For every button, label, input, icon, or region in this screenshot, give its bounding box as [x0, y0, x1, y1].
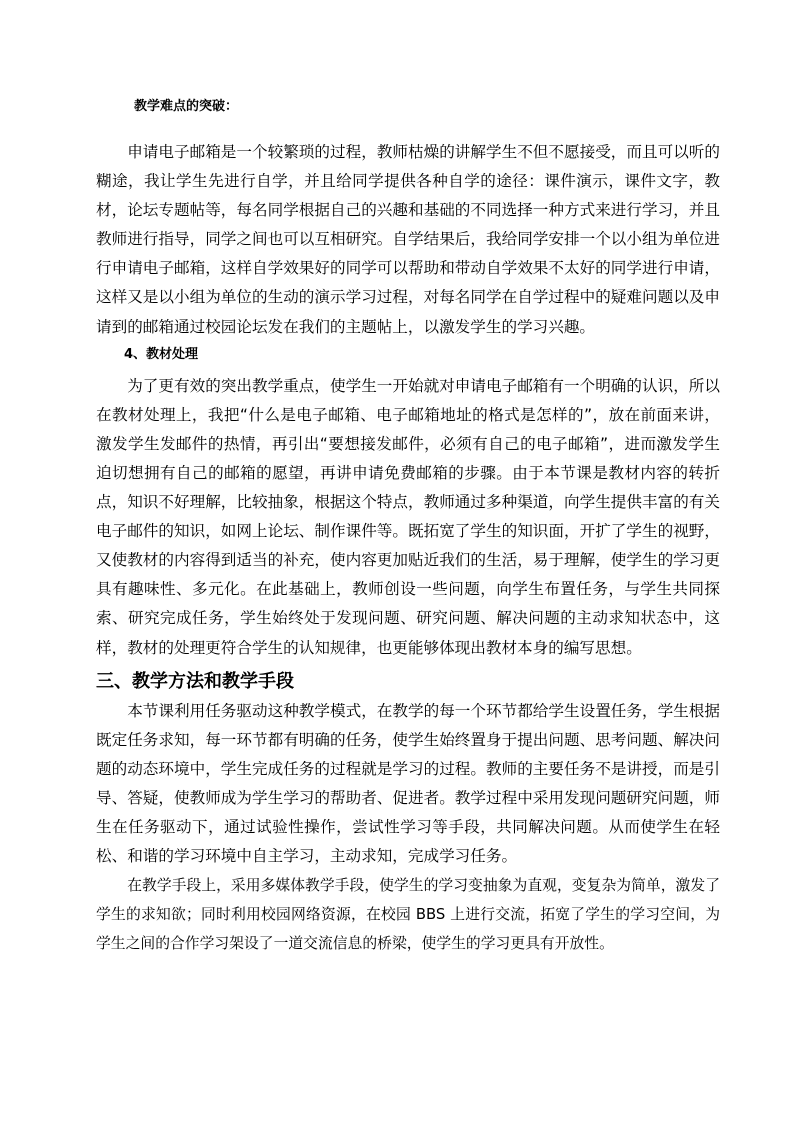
- methods-heading: 三、教学方法和教学手段: [96, 670, 294, 692]
- difficulty-paragraph: 申请电子邮箱是一个较繁琐的过程，教师枯燥的讲解学生不但不愿接受，而且可以听的糊途，我让学生先进行自学，并且给同学提供各种自学的途径：课件演示，课件文字，教材，论坛专题帖等，每名同学根据自己的兴趣和基础的不同选择一种方式来进行学习，并且教师进行指导，同学之间也可以互相研究。自学结果后，我给同学安排一个以小组为单位进行申请电子邮箱，这样自学效果好的同学可以帮助和带动自学效果不太好的同学进行申请，这样又是以小组为单位的生动的演示学习过程，对每名同学在自学过程中的疑难问题以及申请到的邮箱通过校园论坛发在我们的主题帖上，以激发学生的学习兴趣。: [96, 143, 720, 336]
- materials-heading: 4、教材处理: [124, 346, 199, 362]
- document-page: [96, 94, 720, 958]
- difficulty-heading: 教学难点的突破：: [134, 99, 239, 114]
- materials-paragraph: 为了更有效的突出教学重点，使学生一开始就对申请电子邮箱有一个明确的认识，所以在教材处理上，我把“什么是电子邮箱、电子邮箱地址的格式是怎样的”，放在前面来讲，激发学生发邮件的热情，再引出“要想接发邮件，必须有自己的电子邮箱”，进而激发学生迫切想拥有自己的邮箱的愿望，再讲申请免费邮箱的步骤。由于本节课是教材内容的转折点，知识不好理解，比较抽象，根据这个特点，教师通过多种渠道，向学生提供丰富的有关电子邮件的知识，如网上论坛、制作课件等。既拓宽了学生的知识面，开扩了学生的视野，又使教材的内容得到适当的补充，使内容更加贴近我们的生活，易于理解，使学生的学习更具有趣味性、多元化。在此基础上，教师创设一些问题，向学生布置任务，与学生共同探索、研究完成任务，学生始终处于发现问题、研究问题、解决问题的主动求知状态中，这样，教材的处理更符合学生的认知规律，也更能够体现出教材本身的编写思想。: [96, 376, 720, 657]
- methods-paragraph-1: 本节课利用任务驱动这种教学模式，在教学的每一个环节都给学生设置任务，学生根据既定任务求知，每一环节都有明确的任务，使学生始终置身于提出问题、思考问题、解决问题的动态环境中，学生完成任务的过程就是学习的过程。教师的主要任务不是讲授，而是引导、答疑，使教师成为学生学习的帮助者、促进者。教学过程中采用发现问题研究问题，师生在任务驱动下，通过试验性操作，尝试性学习等手段，共同解决问题。从而使学生在轻松、和谐的学习环境中自主学习，主动求知，完成学习任务。: [96, 701, 720, 866]
- methods-paragraph-2: 在教学手段上，采用多媒体教学手段，使学生的学习变抽象为直观，变复杂为简单，激发了学生的求知欲；同时利用校园网络资源，在校园 BBS 上进行交流，拓宽了学生的学习空间，为学生之间的合作学习架设了一道交流信息的桥梁，使学生的学习更具有开放性。: [96, 877, 720, 953]
